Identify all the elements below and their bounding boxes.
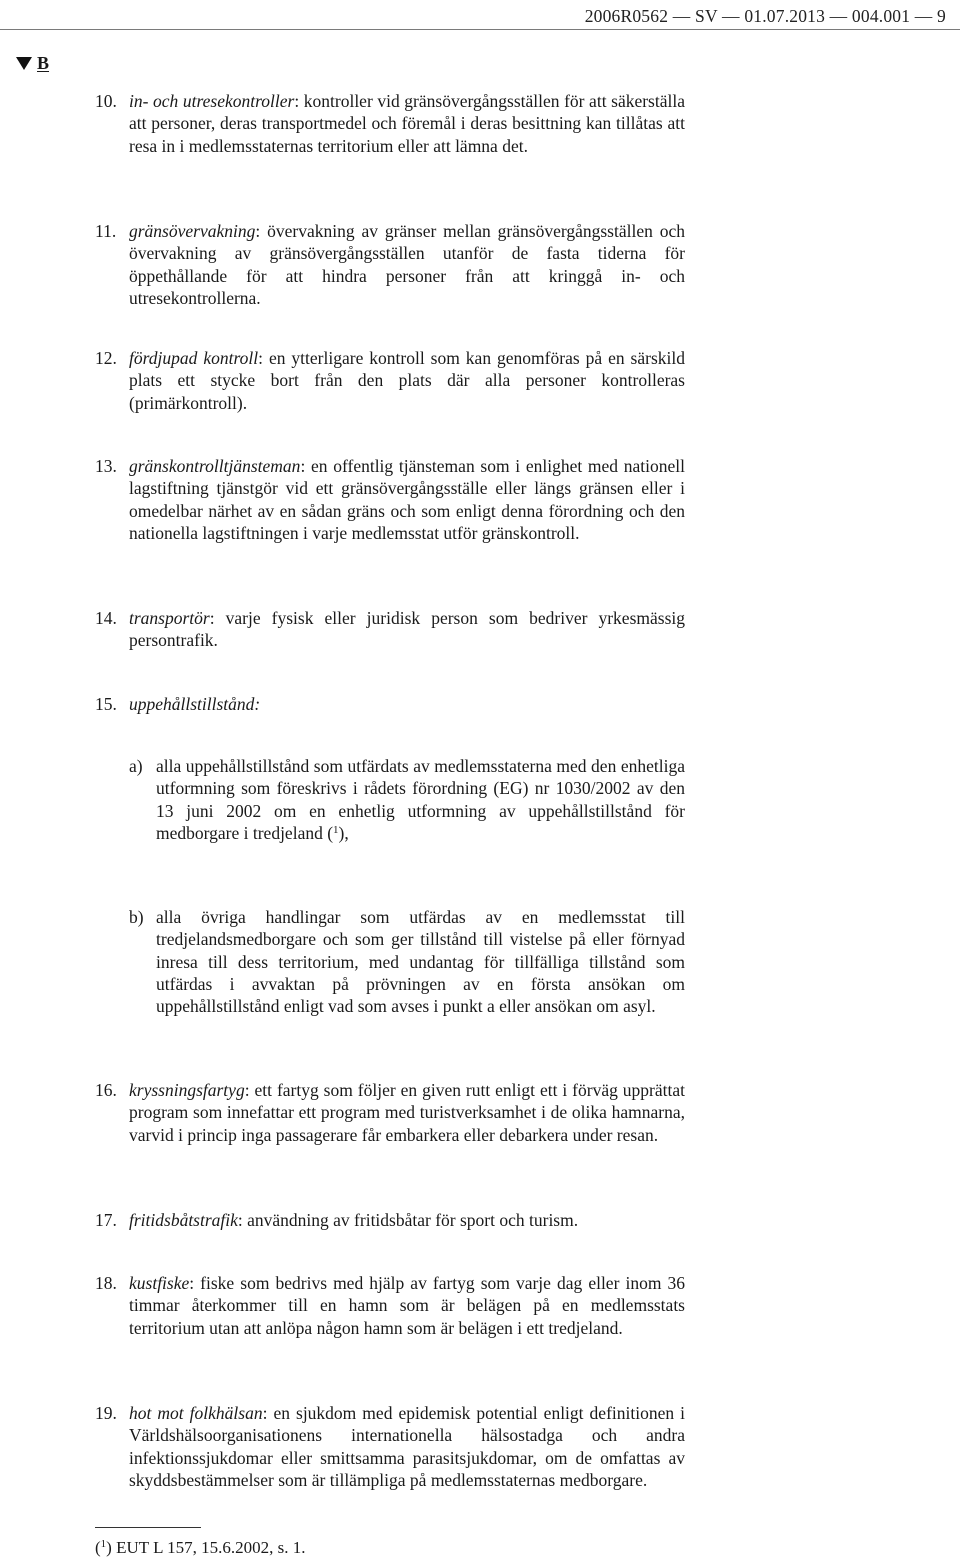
subitem-label: a) [129, 756, 143, 776]
subitem-text: alla övriga handlingar som utfärdas av en medlemsstat till tredjelandsmedborgare och som ger tillstånd till vistelse på eller förnyad inresa till dess territorium, med undantag för tillfälliga tillstånd som utfärdas i avvaktan på prövningen av en första ansökan om uppehållstillstånd enligt vad som avses i punkt a eller ansökan om asyl. [156, 907, 685, 1017]
header-rule [0, 29, 960, 30]
amendment-marker-letter: B [37, 53, 50, 73]
subitem-tail: ), [338, 822, 349, 843]
subitem-text: alla uppehållstillstånd som utfärdats av medlemsstaterna med den enhetliga utformning som föreskrivs i rådets förordning (EG) nr 1030/2002 av den 13 juni 2002 om en enhetlig utformning av uppehållstillstånd för medborgare i tredjeland ( [156, 756, 685, 843]
definition-number: 15. [95, 694, 117, 714]
footnote-reference: 1 [333, 823, 339, 836]
definition-term: kryssningsfartyg [129, 1080, 245, 1100]
subitem-label: b) [129, 907, 144, 927]
definition-text: : användning av fritidsbåtar för sport och turism. [237, 1210, 579, 1230]
subitem-body [156, 755, 685, 844]
definition-item-19 [95, 1402, 685, 1491]
footnote: ($^1$) EUT L 157, 15.6.2002, s. 1. [95, 1538, 306, 1557]
footnote-text: EUT L 157, 15.6.2002, s. 1. [116, 1538, 306, 1557]
definition-item-15 [95, 693, 685, 715]
definition-body [129, 693, 685, 715]
definition-item-12 [95, 347, 685, 414]
definition-number: 17. [95, 1210, 117, 1230]
definition-text: : en offentlig tjänsteman som i enlighet med nationell lagstiftning tjänstgör vid ett gränsövergångsställe eller längs gränsen eller i omedelbar närhet av en sådan gräns och som enligt denna förordning och den nationella lagstiftningen i varje medlemsstat utför gränskontroll. [129, 456, 685, 543]
definition-item-10 [95, 90, 685, 157]
definition-number: 14. [95, 608, 117, 628]
subitem-b [129, 906, 685, 1017]
definition-item-11 [95, 220, 685, 309]
definition-term: uppehållstillstånd: [129, 694, 261, 714]
running-head-text: 2006R0562 — SV — 01.07.2013 — 004.001 — 9 [584, 6, 946, 26]
subitem-a [129, 755, 685, 844]
definition-term: transportör [129, 608, 210, 628]
definition-body [129, 1402, 685, 1491]
definition-number: 18. [95, 1273, 117, 1293]
definition-term: hot mot folkhälsan [129, 1403, 263, 1423]
definition-number: 12. [95, 348, 117, 368]
footnote-marker: 1 [100, 1538, 107, 1550]
definition-body [129, 455, 685, 544]
triangle-down-icon [16, 57, 32, 70]
amendment-marker [16, 52, 49, 74]
subitem-body [156, 906, 685, 1017]
definition-body [129, 347, 685, 414]
definition-item-17 [95, 1209, 685, 1231]
definition-term: kustfiske [129, 1273, 190, 1293]
definition-body [129, 220, 685, 309]
footnote-rule [95, 1527, 201, 1528]
definition-body [129, 1272, 685, 1339]
definition-item-16 [95, 1079, 685, 1146]
definition-number: 19. [95, 1403, 117, 1423]
definition-item-18 [95, 1272, 685, 1339]
definition-text: : kontroller vid gränsövergångsställen för att säkerställa att personer, deras transportmedel och föremål i deras besittning kan tillåtas att resa in i medlemsstaternas territorium eller att lämna det. [129, 91, 685, 156]
definition-term: in- och utresekontroller [129, 91, 295, 111]
definition-term: fördjupad kontroll [129, 348, 259, 368]
definition-term: fritidsbåtstrafik [129, 1210, 238, 1230]
definition-number: 16. [95, 1080, 117, 1100]
definition-body [129, 1209, 685, 1231]
definition-text: : ett fartyg som följer en given rutt enligt ett i förväg upprättat program som innefattar ett program med turistverksamhet i de olika hamnarna, varvid i princip inga passagerare får embarkera eller debarkera under resan. [129, 1080, 685, 1145]
definition-text: : övervakning av gränser mellan gränsövergångsställen och övervakning av gränsövergångsställen utanför de fasta tiderna för öppethållande för att hindra personer från att kringgå in- och utresekontrollerna. [129, 221, 685, 308]
definition-text: : en sjukdom med epidemisk potential enligt definitionen i Världshälsoorganisationens internationella hälsostadga och andra infektionssjukdomar eller smittsamma parasitsjukdomar, om de omfattas av skyddsbestämmelser som är tillämpliga på medlemsstaternas medborgare. [129, 1403, 685, 1490]
definition-text: : fiske som bedrivs med hjälp av fartyg som varje dag eller inom 36 timmar återkommer till en hamn som är belägen på en medlemsstats territorium utan att anlöpa någon hamn som är belägen i ett tredjeland. [129, 1273, 685, 1338]
definition-text: : en ytterligare kontroll som kan genomföras på en särskild plats ett stycke bort från den plats där alla personer kontrolleras (primärkontroll). [129, 348, 685, 413]
definition-number: 13. [95, 456, 117, 476]
definition-term: gränsövervakning [129, 221, 256, 241]
definition-number: 11. [95, 221, 117, 241]
running-header [0, 0, 960, 31]
definition-body [129, 607, 685, 652]
definition-text: : varje fysisk eller juridisk person som bedriver yrkesmässig persontrafik. [129, 608, 685, 651]
definition-item-14 [95, 607, 685, 652]
definition-body [129, 1079, 685, 1146]
definition-body [129, 90, 685, 157]
definition-number: 10. [95, 91, 117, 111]
definition-term: gränskontrolltjänsteman [129, 456, 301, 476]
definition-item-13 [95, 455, 685, 544]
